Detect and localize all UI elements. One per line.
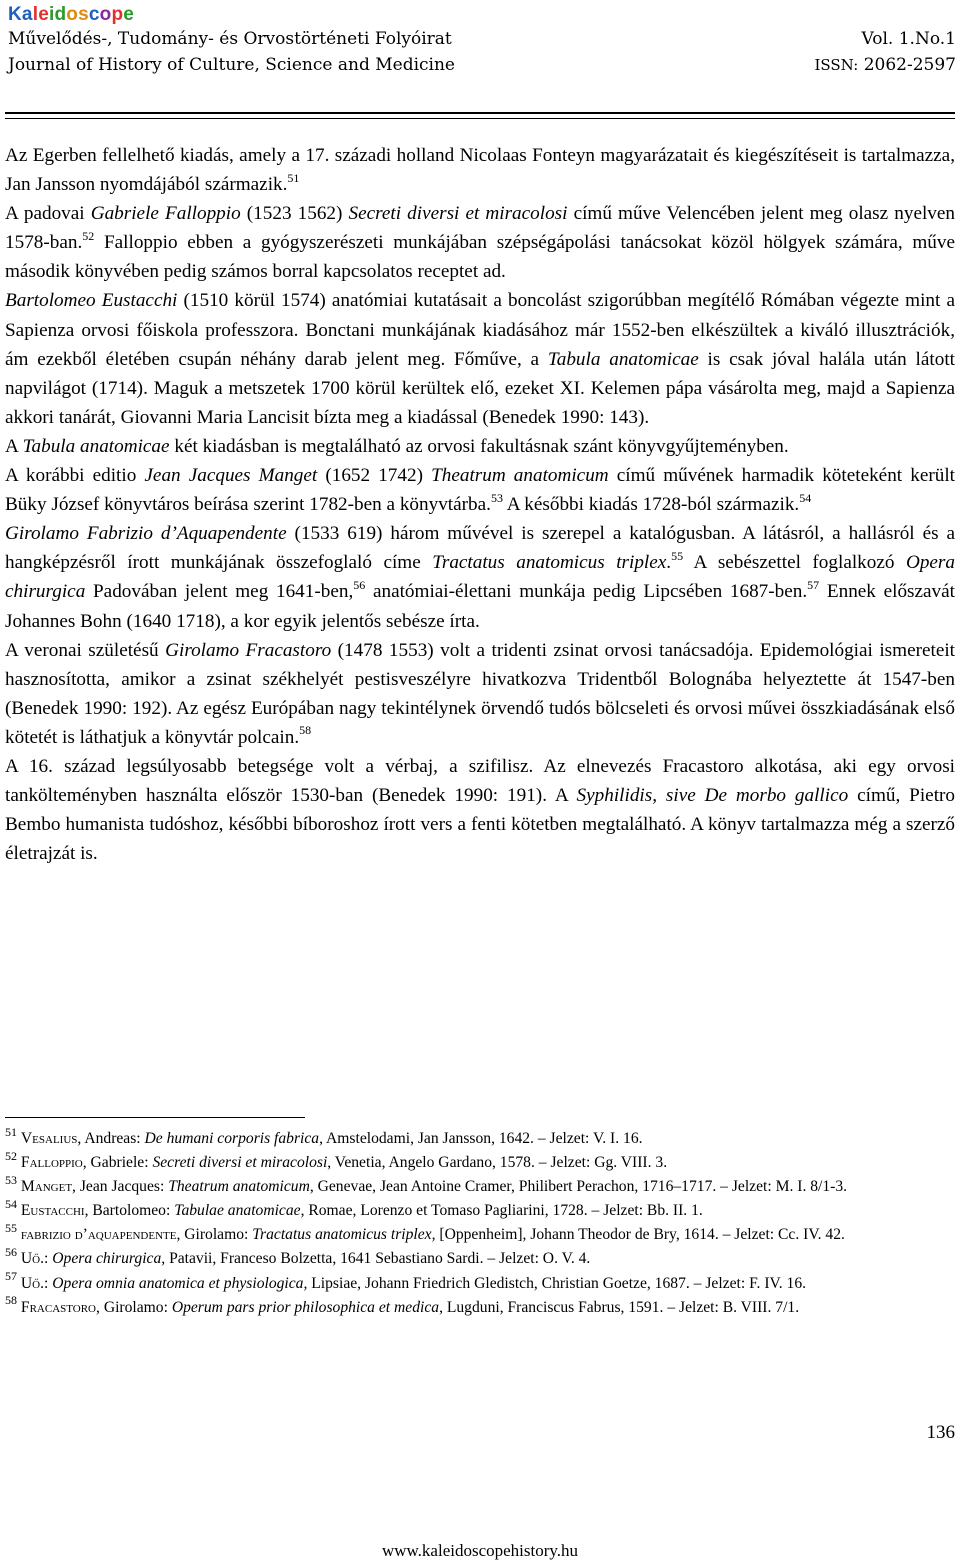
paragraph xyxy=(5,461,955,519)
text-run: Az Egerben fellelhető kiadás, amely a 17. századi holland Nicolaas Fonteyn magyarázatait és kiegészítéseit is tartalmazza, Jan Jansson nyomdájából származik. xyxy=(5,145,955,196)
text-run: A sebészettel foglalkozó xyxy=(683,552,906,574)
footnote xyxy=(5,1175,955,1199)
logo-letter: o xyxy=(66,4,79,25)
logo-letter: i xyxy=(48,4,55,25)
footer-url: www.kaleidoscopehistory.hu xyxy=(381,1541,579,1560)
paragraph xyxy=(5,636,955,752)
footnote xyxy=(5,1148,955,1175)
footnote xyxy=(5,1293,955,1320)
text-run: anatómiai-élettani munkája pedig Lipcsében 1687-ben. xyxy=(365,581,808,603)
text-run: Girolamo Fabrizio d’Aquapendente xyxy=(5,523,287,545)
footnote-ref: 56 xyxy=(5,1245,17,1260)
issn-prefix: ISSN: xyxy=(814,56,859,74)
text-run: fabrizio d’aquapendente xyxy=(20,1226,177,1244)
paragraph xyxy=(5,519,955,635)
text-run: .: xyxy=(40,1250,53,1268)
text-run: Girolamo Fracastoro xyxy=(165,639,332,661)
logo-letter: d xyxy=(54,4,67,25)
paragraph xyxy=(5,199,955,286)
logo-letter: l xyxy=(32,4,39,25)
journal-title-hu: Művelődés-, Tudomány- és Orvostörténeti Folyóirat xyxy=(8,29,452,49)
page-number: 136 xyxy=(926,1422,955,1443)
paragraph xyxy=(5,432,955,461)
text-run: , Gabriele: xyxy=(82,1154,153,1172)
text-run: Opera omnia anatomica et physiologica, xyxy=(52,1274,308,1292)
header-row-1 xyxy=(8,26,956,52)
text-run: Bartolomeo Eustacchi xyxy=(5,290,178,312)
text-run: Tabulae anatomicae xyxy=(174,1202,301,1220)
footnote-ref: 53 xyxy=(5,1173,17,1187)
text-run: Padovában jelent meg 1641-ben, xyxy=(85,581,354,603)
logo-letter: e xyxy=(123,4,135,25)
logo-letter: o xyxy=(99,4,112,25)
text-run: Syphilidis, sive De morbo gallico xyxy=(576,785,849,807)
logo-letter: p xyxy=(111,4,124,25)
volume-label: Vol. 1.No.1 xyxy=(861,29,956,49)
text-run: , Girolamo: xyxy=(176,1226,253,1244)
text-run: Vesalius xyxy=(20,1130,78,1147)
text-run: , Jean Jacques: xyxy=(72,1178,169,1196)
text-run: Theatrum anatomicum xyxy=(168,1178,310,1196)
logo-letter: K xyxy=(8,4,22,25)
text-run: Secreti diversi et miracolosi xyxy=(348,203,568,225)
text-run: , Venetia, Angelo Gardano, 1578. – Jelzet: Gg. VIII. 3. xyxy=(327,1154,668,1172)
footnote-ref: 53 xyxy=(490,490,503,505)
logo-letter: c xyxy=(88,4,100,25)
journal-logo xyxy=(8,4,956,26)
footnote-ref: 55 xyxy=(671,548,684,563)
text-run: Falloppio xyxy=(20,1154,83,1172)
paragraph xyxy=(5,286,955,431)
text-run: Manget xyxy=(20,1178,73,1196)
text-run: Gabriele Falloppio xyxy=(90,203,241,225)
text-run: két kiadásban is megtalálható az orvosi fakultásnak szánt könyvgyűjteményben. xyxy=(169,435,789,457)
header-rule-thin xyxy=(5,118,955,119)
footnote-ref: 55 xyxy=(5,1221,17,1236)
header-rule-thick xyxy=(5,112,955,114)
issn-number: 2062-2597 xyxy=(863,55,956,75)
text-run: Tabula anatomicae xyxy=(22,435,170,457)
footnote-ref: 51 xyxy=(287,170,300,185)
footnote-separator xyxy=(5,1117,305,1118)
paragraph xyxy=(5,141,955,199)
text-run: (1652 1742) xyxy=(317,465,432,487)
text-run: (1510 körül 1574) anatómiai kutatásait a boncolást szigorúbban megítélő Rómában végezte mint a Sapienza orvosi főiskola professzora. Bonctani munkájának kiadásához már 1552-ben elkészültek a kiváló illusztrációk, ám ezekből életében csupán néhány darab jelent meg. Főműve, a xyxy=(5,290,955,370)
footnote-ref: 58 xyxy=(299,723,312,738)
journal-title-en: Journal of History of Culture, Science and Medicine xyxy=(8,55,455,75)
text-run: , Andreas: xyxy=(77,1130,145,1147)
text-run: , Lugduni, Franciscus Fabrus, 1591. – Jelzet: B. VIII. 7/1. xyxy=(439,1298,800,1316)
text-run: Uő xyxy=(20,1274,41,1292)
text-run: Eustacchi xyxy=(20,1202,85,1220)
text-run: című műve Velencében jelent meg olasz nyelven 1578-ban. xyxy=(5,203,955,254)
text-run: (1533 619) három művével is szerepel a katalógusban. A látásról, a hallásról és a hangképzésről írott munkájának összefoglaló címe xyxy=(5,523,955,574)
text-run: Uő xyxy=(20,1250,41,1268)
article-body xyxy=(5,141,955,868)
text-run: Jean Jacques Manget xyxy=(144,465,318,487)
text-run: .: xyxy=(40,1274,53,1292)
text-run: Lipsiae, Johann Friedrich Gledistch, Christian Goetze, 1687. – Jelzet: F. IV. 16. xyxy=(307,1274,807,1292)
footnote xyxy=(5,1223,955,1247)
footnote-ref: 54 xyxy=(5,1197,17,1212)
text-run: , Amstelodami, Jan Jansson, 1642. – Jelzet: V. I. 16. xyxy=(319,1130,643,1147)
text-run: Opera chirurgica xyxy=(5,552,955,603)
text-run: Tractatus anatomicus triplex xyxy=(432,552,667,574)
text-run: A xyxy=(5,435,23,457)
footnote-ref: 54 xyxy=(799,490,812,505)
text-run: A 16. század legsúlyosabb betegsége volt a vérbaj, a szifilisz. Az elnevezés Fracastoro alkotása, aki egy orvosi tankölteményben használta először 1530-ban (Benedek 1990: 191). A xyxy=(5,755,955,807)
text-run: Tabula anatomicae xyxy=(547,348,699,370)
text-run: című művének harmadik köteteként került Büky József könyvtáros beírása szerint 1782-ben a könyvtárba. xyxy=(5,465,955,516)
text-run: [Oppenheim], Johann Theodor de Bry, 1614. – Jelzet: Cc. IV. 42. xyxy=(435,1226,845,1244)
logo-letter: a xyxy=(21,4,33,25)
footnote xyxy=(5,1199,955,1223)
text-run: A padovai xyxy=(5,203,91,225)
footnote-ref: 52 xyxy=(82,228,95,243)
text-run: című, Pietro Bembo humanista tudóshoz, későbbi bíboroshoz írott vers a fenti kötetben megtalálható. A könyv tartalmazza még a szerző életrajzát is. xyxy=(5,785,956,865)
logo-letter: e xyxy=(38,4,49,25)
text-run: , Romae, Lorenzo et Tomaso Pagliarini, 1728. – Jelzet: Bb. II. 1. xyxy=(300,1202,703,1220)
text-run: Operum pars prior philosophica et medica xyxy=(171,1298,440,1316)
text-run: Opera chirurgica, xyxy=(52,1250,166,1268)
text-run: Falloppio ebben a gyógyszerészeti munkájában szépségápolási tanácsokat közöl hölgyek számára, műve második könyvében pedig számos borral kapcsolatos receptet ad. xyxy=(5,232,955,283)
text-run: , Genevae, Jean Antoine Cramer, Philibert Perachon, 1716–1717. – Jelzet: M. I. 8/1-3. xyxy=(309,1178,848,1196)
footnote xyxy=(5,1124,955,1151)
text-run: De humani corporis fabrica xyxy=(144,1130,320,1147)
footnotes xyxy=(5,1124,955,1320)
footnote-ref: 52 xyxy=(5,1148,17,1163)
journal-header xyxy=(8,4,956,78)
footnote xyxy=(5,1247,955,1271)
text-run: Fracastoro xyxy=(20,1298,97,1316)
footnote-ref: 51 xyxy=(5,1124,17,1139)
text-run: Theatrum anatomicum xyxy=(431,465,609,487)
header-row-2 xyxy=(8,52,956,78)
text-run: Secreti diversi et miracolosi xyxy=(152,1154,328,1172)
text-run: (1478 1553) volt a tridenti zsinat orvosi tanácsadója. Epidemológiai ismereteit hasznosította, amikor a zsinat székhelyét pestisveszélyre hivatkozva Tridentből Bolognába helyeztette át 1547-ben (Benedek 1990: 192). Az egész Európában nagy tekintélynek örvendő tudós bölcseleti és orvosi művei összkiadásának első kötetét is láthatjuk a könyvtár polcain. xyxy=(5,639,955,748)
issn-label xyxy=(814,52,956,78)
paragraph xyxy=(5,752,955,868)
footnote-ref: 58 xyxy=(5,1293,17,1308)
text-run: A későbbi kiadás 1728-ból származik. xyxy=(502,494,800,516)
text-run: , Girolamo: xyxy=(96,1298,172,1316)
text-run: Tractatus anatomicus triplex, xyxy=(252,1226,436,1244)
text-run: A korábbi editio xyxy=(5,465,145,487)
logo-letter: s xyxy=(78,4,89,25)
footnote-ref: 57 xyxy=(5,1269,17,1284)
text-run: , Bartolomeo: xyxy=(84,1202,175,1220)
footnote-ref: 56 xyxy=(353,578,366,593)
text-run: Patavii, Franceso Bolzetta, 1641 Sebastiano Sardi. – Jelzet: O. V. 4. xyxy=(165,1250,591,1268)
footnote-ref: 57 xyxy=(807,578,820,593)
text-run: A veronai születésű xyxy=(5,639,166,661)
text-run: Ennek előszavát Johannes Bohn (1640 1718), a kor egyik jelentős sebésze írta. xyxy=(5,581,956,632)
footnote xyxy=(5,1269,955,1296)
text-run: (1523 1562) xyxy=(240,203,349,225)
text-run: . xyxy=(666,552,672,574)
text-run: is csak jóval halála után látott napvilágot (1714). Maguk a metszetek 1700 körül kerültek elő, ezeket XI. Kelemen pápa vásárolta meg, majd a Sapienza akkori tanárát, Giovanni Maria Lancisit bízta meg a kiadással (Benedek 1990: 143). xyxy=(5,348,955,428)
